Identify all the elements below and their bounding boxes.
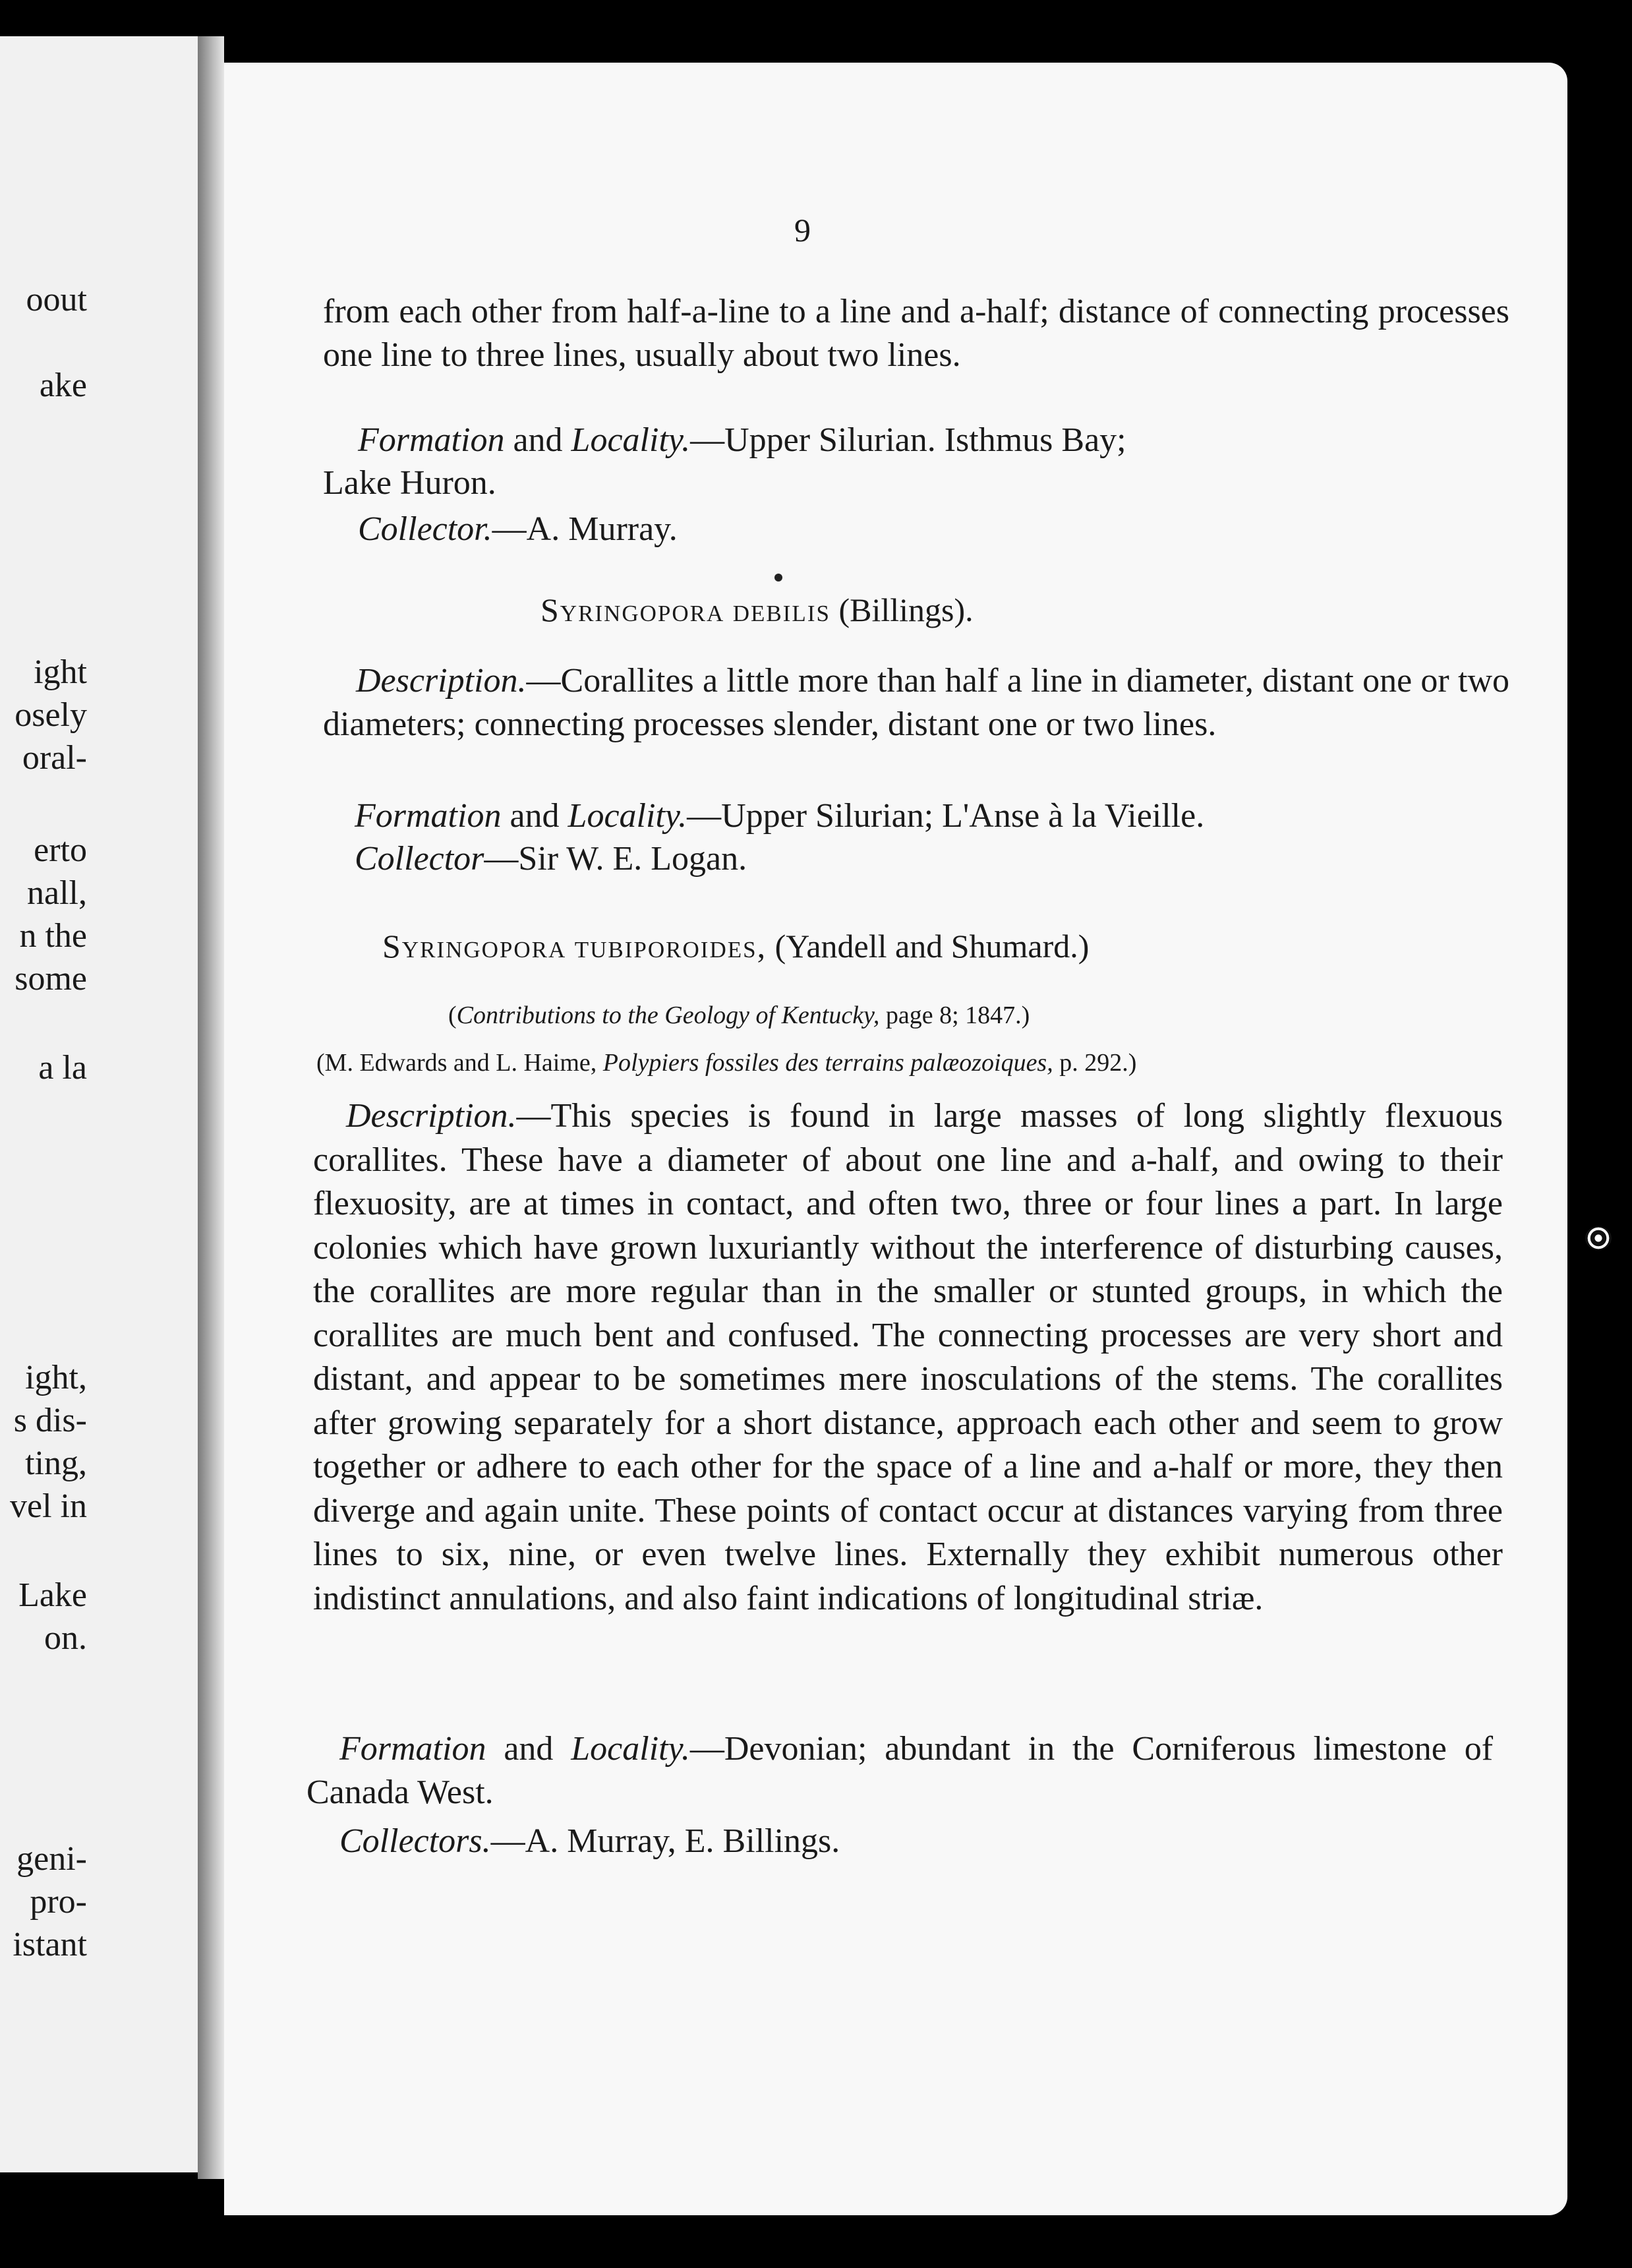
fragment-text: nall, — [27, 874, 87, 912]
formation-locality-1-cont: Lake Huron. — [323, 464, 496, 502]
ref-title: Contributions to the Geology of Kentucky, — [456, 1001, 880, 1029]
collectors-tubiporoides — [339, 1820, 840, 1863]
formation-label: Formation — [339, 1730, 486, 1768]
formation-text: —Devonian; abundant in the Corniferous limestone of Canada West. — [306, 1730, 1494, 1811]
species-heading-tubiporoides — [382, 926, 1089, 966]
formation-locality-debilis — [355, 794, 1204, 838]
fragment-text: some — [15, 960, 87, 998]
collector-label: Collectors. — [339, 1822, 491, 1860]
description-label: Description. — [356, 662, 527, 700]
fragment-text: erto — [34, 831, 87, 869]
collector-debilis — [355, 837, 747, 881]
ornament-icon — [1585, 1226, 1612, 1250]
description-text: —Corallites a little more than half a line in diameter, distant one or two diameters; connecting processes slender, distant one or two lines. — [323, 662, 1509, 743]
book-gutter — [198, 36, 224, 2179]
and-word: and — [513, 421, 563, 459]
ref-rest: p. 292.) — [1053, 1049, 1137, 1077]
formation-locality-tubiporoides — [306, 1727, 1493, 1814]
ref-authors: (M. Edwards and L. Haime, — [316, 1049, 603, 1077]
collector-text: —A. Murray, E. Billings. — [490, 1822, 840, 1860]
locality-label: Locality. — [571, 421, 691, 459]
collector-text: —Sir W. E. Logan. — [484, 840, 747, 878]
formation-locality-1 — [358, 419, 1126, 462]
fragment-text: Lake — [18, 1576, 87, 1614]
fragment-text: vel in — [10, 1487, 87, 1525]
continuation-paragraph: from each other from half-a-line to a line and a-half; distance of connecting processes one line to three lines, usually about two lines. — [323, 293, 1509, 374]
fragment-text: n the — [19, 917, 87, 955]
collector-text: —A. Murray. — [492, 510, 678, 548]
ref-rest: page 8; 1847.) — [879, 1001, 1030, 1029]
fragment-text: oout — [26, 281, 87, 318]
locality-label: Locality. — [571, 1730, 690, 1768]
fragment-text: ight — [34, 653, 87, 691]
fragment-text: ting, — [25, 1445, 87, 1482]
species-name: debilis — [732, 591, 831, 628]
description-label: Description. — [346, 1097, 517, 1135]
formation-label: Formation — [355, 797, 502, 835]
fragment-text: geni- — [16, 1840, 87, 1878]
fragment-text: osely — [15, 696, 87, 734]
reference-1 — [448, 999, 1030, 1032]
species-author: (Yandell and Shumard.) — [774, 928, 1090, 965]
genus-name: Syringopora — [540, 591, 725, 628]
and-word: and — [510, 797, 560, 835]
species-heading-debilis — [540, 590, 974, 630]
species-name: tubiporoides, — [574, 928, 767, 965]
ref-title: Polypiers fossiles des terrains palæozoiques, — [602, 1049, 1053, 1077]
and-word: and — [504, 1730, 554, 1768]
fragment-text: pro- — [30, 1883, 87, 1921]
collector-1 — [358, 508, 678, 551]
facing-page-fragment — [0, 36, 199, 2172]
species-author: (Billings). — [838, 591, 974, 628]
fragment-text: oral- — [22, 739, 87, 777]
formation-label: Formation — [358, 421, 505, 459]
collector-label: Collector. — [358, 510, 492, 548]
description-text: —This species is found in large masses of long slightly flexuous corallites. These have a diameter of about one line and a-half, and owing to their flexuosity, are at times in contact, and often two, three or four lines a part. In large colonies which have grown luxuriantly without the interference of disturbing causes, the corallites are more regular than in the smaller or stunted groups, in which the corallites are much bent and confused. The connecting processes are very short and distant, and appear to be sometimes mere inosculations of the stems. The corallites after growing separately for a short distance, approach each other and seem to grow together or adhere to each other for the space of a line and a-half or more, they then diverge and again unite. These points of contact occur at distances varying from three lines to six, nine, or even twelve lines. Externally they exhibit numerous other indistinct annulations, and also faint indications of longitudinal striæ. — [313, 1097, 1503, 1617]
fragment-text: s dis- — [13, 1402, 87, 1439]
page — [224, 63, 1567, 2215]
print-speck — [774, 574, 782, 582]
locality-label: Locality. — [568, 797, 687, 835]
fragment-text: ight, — [25, 1359, 87, 1396]
collector-label: Collector — [355, 840, 484, 878]
page-number: 9 — [794, 212, 811, 249]
description-debilis — [323, 659, 1509, 746]
formation-text: —Upper Silurian. Isthmus Bay; — [690, 421, 1126, 459]
fragment-text: istant — [13, 1926, 87, 1963]
fragment-text: on. — [44, 1619, 87, 1657]
fragment-text: a la — [38, 1049, 87, 1087]
description-tubiporoides — [313, 1094, 1503, 1621]
fragment-text: ake — [39, 367, 87, 404]
ref-paren: ( — [448, 1001, 457, 1029]
genus-name: Syringopora — [382, 928, 567, 965]
formation-text: —Upper Silurian; L'Anse à la Vieille. — [687, 797, 1205, 835]
reference-2 — [316, 1046, 1136, 1079]
